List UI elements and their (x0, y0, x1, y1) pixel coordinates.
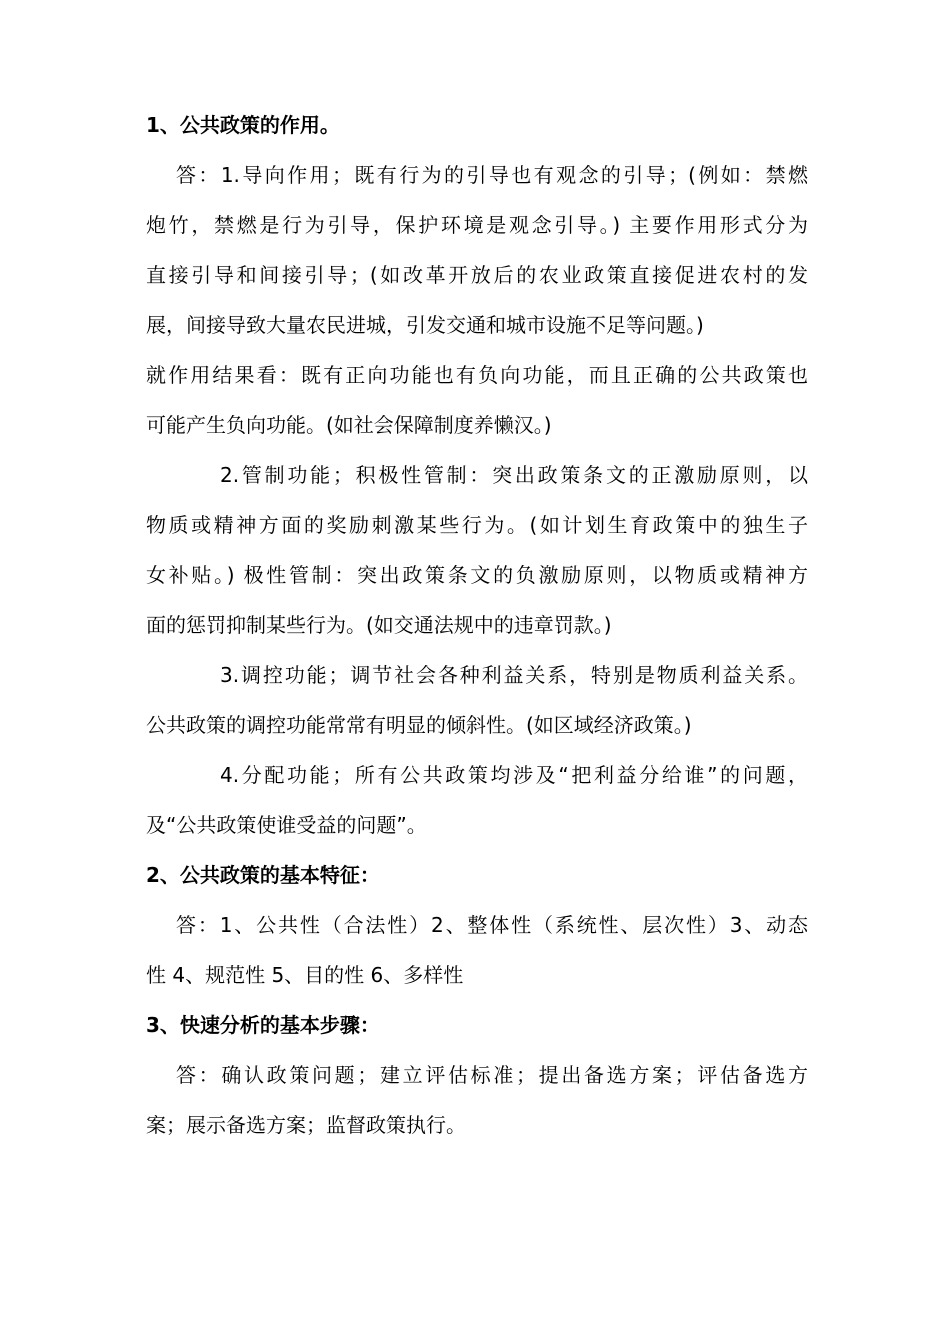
paragraph-line: 就作用结果看：既有正向功能也有负向功能，而且正确的公共政策也 (146, 363, 808, 387)
paragraph-line: 答：1、公共性（合法性）2、整体性（系统性、层次性）3、动态 (176, 913, 808, 937)
paragraph-line: 展，间接导致大量农民进城，引发交通和城市设施不足等问题。) (146, 313, 704, 337)
paragraph-line: 公共政策的调控功能常常有明显的倾斜性。(如区域经济政策。) (146, 713, 692, 737)
paragraph-line: 炮竹，禁燃是行为引导，保护环境是观念引导。) 主要作用形式分为 (146, 213, 808, 237)
paragraph-line: 直接引导和间接引导；(如改革开放后的农业政策直接促进农村的发 (146, 263, 808, 287)
paragraph-line: 答：1.导向作用；既有行为的引导也有观念的引导；(例如：禁燃 (176, 163, 808, 187)
paragraph-line: 3.调控功能；调节社会各种利益关系，特别是物质利益关系。 (220, 663, 808, 687)
paragraph-line: 2.管制功能；积极性管制：突出政策条文的正激励原则，以 (220, 463, 808, 487)
paragraph-line: 物质或精神方面的奖励刺激某些行为。(如计划生育政策中的独生子 (146, 513, 808, 537)
paragraph-line: 及“公共政策使谁受益的问题”。 (146, 813, 427, 837)
paragraph-line: 案；展示备选方案；监督政策执行。 (146, 1113, 466, 1137)
paragraph-line: 女补贴。) 极性管制：突出政策条文的负激励原则，以物质或精神方 (146, 563, 808, 587)
section-1-heading: 1、公共政策的作用。 (146, 113, 340, 137)
paragraph-line: 可能产生负向功能。(如社会保障制度养懒汉。) (146, 413, 552, 437)
document-page (146, 100, 808, 1150)
paragraph-line: 面的惩罚抑制某些行为。(如交通法规中的违章罚款。) (146, 613, 612, 637)
section-3-heading: 3、快速分析的基本步骤： (146, 1013, 380, 1037)
paragraph-line: 性 4、规范性 5、目的性 6、多样性 (146, 963, 464, 987)
paragraph-line: 4.分配功能；所有公共政策均涉及“把利益分给谁”的问题， (220, 763, 808, 787)
paragraph-line: 答：确认政策问题；建立评估标准；提出备选方案；评估备选方 (176, 1063, 808, 1087)
section-2-heading: 2、公共政策的基本特征： (146, 863, 380, 887)
